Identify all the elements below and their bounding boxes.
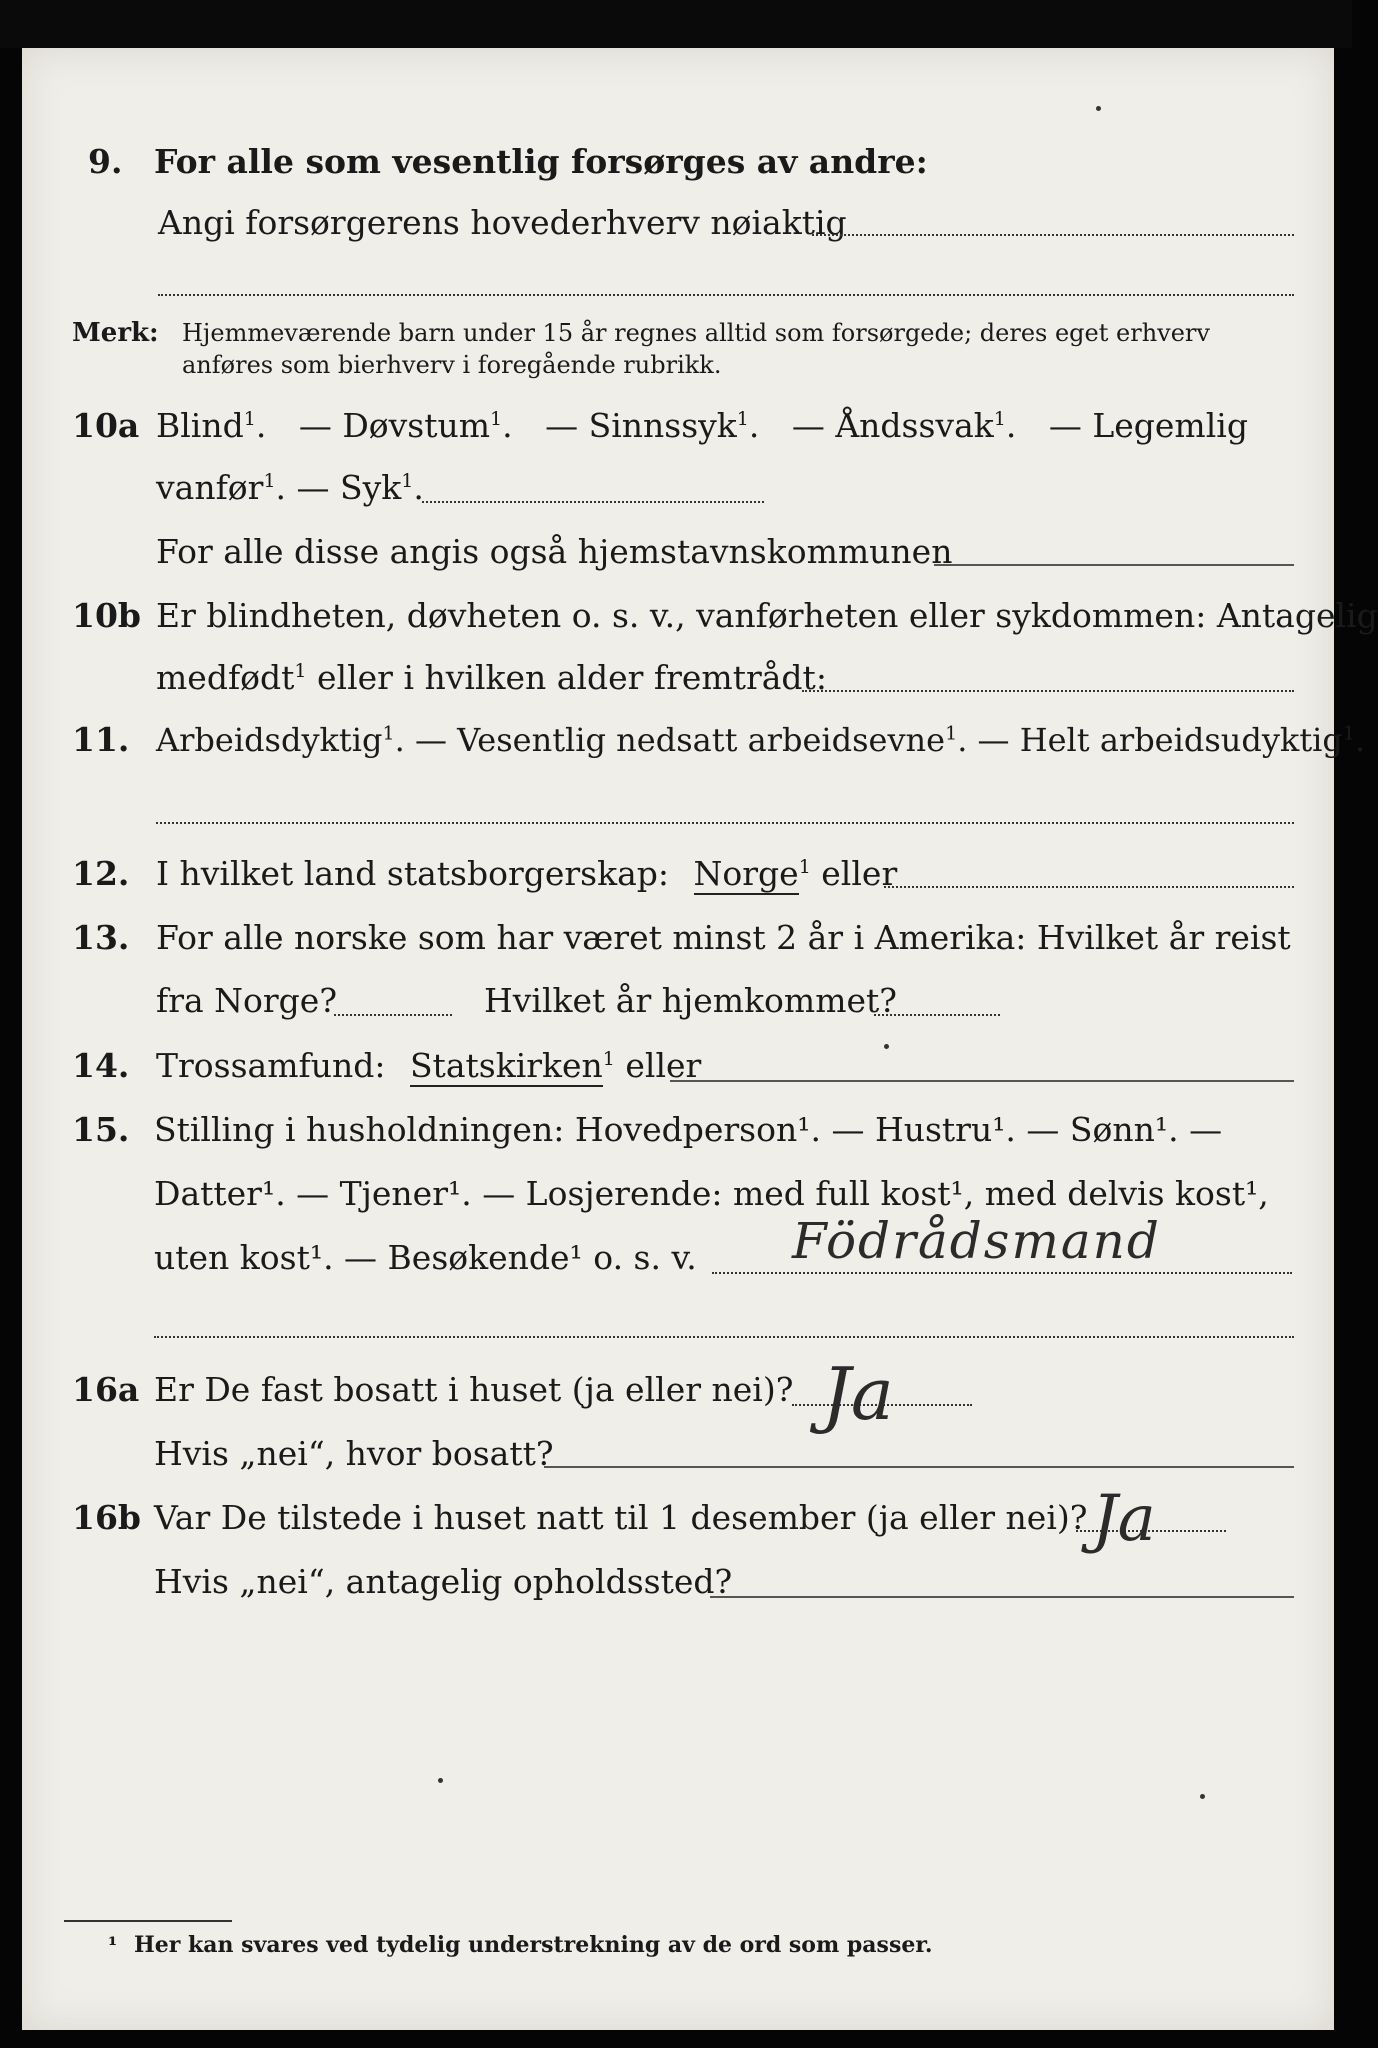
- q16b-line-2: Hvis „nei“, antagelig opholdssted?: [154, 1562, 733, 1601]
- merk-label: Merk:: [72, 318, 159, 348]
- q10a-number: 10a: [72, 406, 140, 445]
- q13-reist-field[interactable]: [334, 1014, 452, 1016]
- q14-answer-field[interactable]: [670, 1080, 1294, 1082]
- q16a-number: 16a: [72, 1370, 140, 1409]
- option-vanfor[interactable]: vanfør: [156, 468, 264, 507]
- option-nedsatt[interactable]: . — Vesentlig nedsatt arbeidsevne: [394, 721, 946, 759]
- q10a-line-1: Blind$^1$. — Døvstum$^1$. — Sinnssyk$^1$. — Åndssvak$^1$. — Legemlig: [156, 406, 1248, 445]
- q9-heading: For alle som vesentlig forsørges av andre:: [154, 142, 928, 181]
- q13-reist-label: fra Norge?: [156, 981, 338, 1020]
- q14-line: Trossamfund: Statskirken$^1$ eller: [156, 1046, 702, 1085]
- paper-speck: [884, 1044, 889, 1049]
- q15-line-2: Datter¹. — Tjener¹. — Losjerende: med full kost¹, med delvis kost¹,: [154, 1174, 1269, 1213]
- q10b-answer-field[interactable]: [802, 690, 1294, 692]
- q16a-line-2: Hvis „nei“, hvor bosatt?: [154, 1434, 554, 1473]
- option-dovstum[interactable]: — Døvstum: [298, 406, 491, 445]
- q15-line-3: uten kost¹. — Besøkende¹ o. s. v.: [154, 1238, 697, 1277]
- q12-answer-field[interactable]: [884, 886, 1294, 888]
- q15-answer-field-2[interactable]: [154, 1336, 1294, 1338]
- merk-line-1: Hjemmeværende barn under 15 år regnes alltid som forsørgede; deres eget erhverv: [182, 319, 1210, 347]
- q16a-line-1: Er De fast bosatt i huset (ja eller nei)?: [154, 1370, 794, 1409]
- paper-speck: [1096, 106, 1101, 111]
- q16a-bosatt-field[interactable]: [544, 1466, 1294, 1468]
- option-sinnssyk[interactable]: — Sinnssyk: [545, 406, 737, 445]
- footnote-text: Her kan svares ved tydelig understrekning av de ord som passer.: [134, 1932, 933, 1958]
- q14-number: 14.: [72, 1046, 130, 1085]
- census-form-page: [22, 48, 1378, 2030]
- q12-line: I hvilket land statsborgerskap: Norge$^1$ eller: [156, 854, 898, 893]
- paper-speck: [1200, 1794, 1205, 1799]
- q12-number: 12.: [72, 854, 130, 893]
- q11-number: 11.: [72, 720, 130, 759]
- option-andssvak[interactable]: — Åndssvak: [791, 406, 994, 445]
- scan-border: [0, 0, 1352, 48]
- q16b-number: 16b: [72, 1498, 141, 1537]
- q15-line-1: Stilling i husholdningen: Hovedperson¹. — Hustru¹. — Sønn¹. —: [154, 1110, 1223, 1149]
- paper-speck: [438, 1778, 443, 1783]
- q11-line: Arbeidsdyktig$^1$. — Vesentlig nedsatt arbeidsevne$^1$. — Helt arbeidsudyktig$^1$.: [156, 721, 1366, 759]
- q10a-line-3: For alle disse angis også hjemstavnskommunen: [156, 532, 953, 571]
- option-udyktig[interactable]: . — Helt arbeidsudyktig: [957, 721, 1343, 759]
- option-statskirken[interactable]: Statskirken: [409, 1046, 603, 1085]
- q10a-line-2: vanfør$^1$. — Syk$^1$.: [156, 468, 424, 507]
- option-legemlig[interactable]: — Legemlig: [1048, 406, 1248, 445]
- q16a-handwritten-answer: Ja: [822, 1352, 894, 1436]
- q16b-handwritten-answer: Ja: [1092, 1482, 1156, 1556]
- q9-prompt: Angi forsørgerens hovederhverv nøiaktig: [158, 203, 847, 242]
- q9-answer-field-2[interactable]: [158, 294, 1294, 296]
- q15-answer-field[interactable]: [712, 1272, 1292, 1274]
- q15-number: 15.: [72, 1110, 130, 1149]
- option-norge[interactable]: Norge: [693, 854, 799, 893]
- option-syk[interactable]: — Syk: [296, 468, 402, 507]
- footnote-rule: [64, 1920, 232, 1922]
- merk-line-2: anføres som bierhverv i foregående rubrikk.: [182, 351, 722, 379]
- q13-hjemkommet-label: Hvilket år hjemkommet?: [484, 981, 897, 1020]
- q10a-syk-field[interactable]: [422, 501, 764, 503]
- q11-answer-field[interactable]: [156, 822, 1294, 824]
- q13-hjemkommet-field[interactable]: [874, 1014, 1000, 1016]
- q9-number: 9.: [88, 142, 123, 181]
- q15-handwritten-answer: Födrådsmand: [792, 1212, 1161, 1270]
- q10b-line-1: Er blindheten, døvheten o. s. v., vanførheten eller sykdommen: Antagelig: [156, 596, 1378, 635]
- q10b-number: 10b: [72, 596, 141, 635]
- q13-number: 13.: [72, 918, 130, 957]
- option-blind[interactable]: Blind: [156, 406, 244, 445]
- option-medfodt[interactable]: medfødt: [156, 658, 295, 697]
- q10a-kommune-field[interactable]: [934, 564, 1294, 566]
- q16b-opholdssted-field[interactable]: [710, 1596, 1294, 1598]
- q16b-line-1: Var De tilstede i huset natt til 1 desember (ja eller nei)?: [154, 1498, 1088, 1537]
- q13-line-1: For alle norske som har været minst 2 år i Amerika: Hvilket år reist: [156, 918, 1291, 957]
- footnote-mark: ¹: [108, 1932, 118, 1957]
- q9-answer-field[interactable]: [812, 234, 1294, 236]
- q10b-line-2: medfødt$^1$ eller i hvilken alder fremtrådt:: [156, 658, 827, 697]
- option-arbeidsdyktig[interactable]: Arbeidsdyktig: [156, 721, 383, 759]
